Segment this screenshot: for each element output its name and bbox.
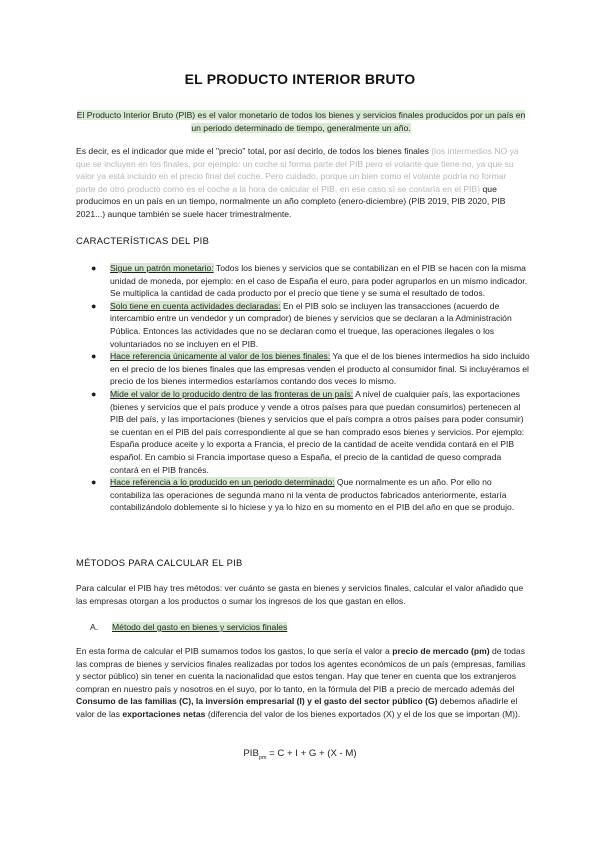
bullet-icon: ● <box>91 300 97 311</box>
bullet-text: Que normalmente es un año. Por ello no contabiliza las operaciones de segunda mano ni la venta de productos fabricados anteriormente, estaría contabilizándolo doblemente si lo hiciese y ya lo hizo en su momento en el PIB del año en que se produjo. <box>110 477 515 513</box>
list-item <box>90 300 530 350</box>
heading-metodos: MÉTODOS PARA CALCULAR EL PIB <box>76 557 243 568</box>
bullet-head: Sigue un patrón monetario: <box>110 263 214 273</box>
bullet-head: Hace referencia a lo producido en un periodo determinado: <box>110 477 335 488</box>
subsection-title: Método del gasto en bienes y servicios finales <box>112 622 288 632</box>
bullet-head: Mide el valor de lo producido dentro de las fronteras de un país: <box>110 388 354 399</box>
pib-formula <box>0 748 600 765</box>
intro-paragraph <box>76 109 526 134</box>
gasto-bold: exportaciones netas <box>122 708 206 719</box>
gasto-paragraph <box>76 645 528 721</box>
list-item <box>90 350 530 388</box>
bullet-text: Todos los bienes y servicios que se contabilizan en el PIB se hacen con la misma unidad de moneda, por ejemplo: en el caso de España el euro, para poder agruparlos en un mismo indicador. Se multiplica la cantidad de cada producto por el precio que tiene y se suma el resultado de todos. <box>110 263 528 299</box>
definition-start: Es decir, es el indicador que mide el "precio" total, por así decirlo, de todos los bienes finales <box>76 146 429 156</box>
formula-pib: PIB <box>243 748 259 759</box>
intro-highlight: El Producto Interior Bruto (PIB) es el valor monetario de todos los bienes y servicios finales producidos por un país en un periodo determinado de tiempo, generalmente un año. <box>76 110 526 133</box>
bullet-text: Ya que el de los bienes intermedios ha sido incluido en el precio de los bienes finales que las empresas venden el producto al consumidor final. Si incluyéramos el precio de los bienes intermedios estaríamos contando dos veces lo mismo. <box>110 351 530 387</box>
list-item <box>90 262 530 300</box>
heading-caracteristicas: CARACTERÍSTICAS DEL PIB <box>76 235 210 246</box>
characteristics-list <box>90 262 530 514</box>
gasto-text: (diferencia del valor de los bienes exportados (X) y el de los que se importan (M)). <box>205 708 521 719</box>
metodos-paragraph: Para calcular el PIB hay tres métodos: ver cuánto se gasta en bienes y servicios finales, calcular el valor añadido que las empresas otorgan a los productos o sumar los ingresos de los que gastan en ellos. <box>76 583 524 606</box>
list-item <box>90 388 530 476</box>
bullet-text: En el PIB solo se incluyen las transacciones (acuerdo de intercambio entre un vendedor y un comprador) de bienes y servicios que se declaran a la Administración Pública. Entonces las actividades que no se declaran como el trueque, las operaciones ilegales o los voluntariados no se incluyen en el PIB. <box>110 300 512 349</box>
bullet-text: A nivel de cualquier país, las exportaciones (bienes y servicios que el país produce y vende a otros países para que puedan consumirlos) pertenecen al PIB del país, y las importaciones (bienes y servicios que el país compra a otros países para poder consumir) se cuentan en el PIB del país correspondiente al que se han comprado esos bienes y servicios. Por ejemplo: España produce aceite y lo exporta a Francia, el precio de la cantidad de aceite vendida contará en el PIB español. En cambio si Francia importase queso a España, el precio de la cantidad de queso comprada contará en el PIB francés. <box>110 388 525 475</box>
bullet-icon: ● <box>91 263 97 273</box>
page-title: EL PRODUCTO INTERIOR BRUTO <box>184 71 416 87</box>
gasto-bold: precio de mercado (pm) <box>392 646 490 656</box>
subsection-a-heading <box>90 621 287 634</box>
definition-paragraph <box>76 145 528 221</box>
bullet-icon: ● <box>91 351 97 362</box>
gasto-text: debemos añadirle el valor de las <box>76 696 518 719</box>
definition-note: (los intermedios NO ya que se incluyen en los finales, por ejemplo: un coche sí forma parte del PIB pero el volante que tiene no, ya que su valor ya está incluido en el precio final del coche. Pero cuidado, porque un bien como el volante podría no formar parte de otro producto como es el coche a la hora de calcular el PIB, en ese caso sí se contaría en el PIB) <box>76 146 519 194</box>
gasto-text: En esta forma de calcular el PIB sumamos todos los gastos, lo que sería el valor a <box>76 646 393 656</box>
formula-subscript: pm <box>258 754 267 761</box>
definition-end: que producimos en un país en un tiempo, normalmente un año completo (enero-diciembre) (PIB 2019, PIB 2020, PIB 2021...) aunque también se suele hacer trimestralmente. <box>76 183 506 219</box>
bullet-icon: ● <box>91 477 97 488</box>
bullet-head: Hace referencia únicamente al valor de los bienes finales: <box>110 351 331 362</box>
formula-terms: = C + I + G + (X - M) <box>266 748 357 759</box>
subsection-letter: A. <box>90 622 99 632</box>
gasto-bold: Consumo de las familias (C), la inversión empresarial (I) y el gasto del sector público (G) <box>76 696 438 707</box>
bullet-head: Solo tiene en cuenta actividades declaradas: <box>110 300 281 311</box>
bullet-icon: ● <box>91 388 97 399</box>
list-item <box>90 476 530 514</box>
gasto-text: de todas las compras de bienes y servicios finales realizadas por todos los agentes económicos de un país (empresas, familias y sector público) sin tener en cuenta la nacionalidad que estos tengan. Hay que tener en cuenta que los extranjeros compran en nuestro país y nosotros en el suyo, por lo tanto, en la fórmula del PIB a precio de mercado además del <box>76 646 526 694</box>
